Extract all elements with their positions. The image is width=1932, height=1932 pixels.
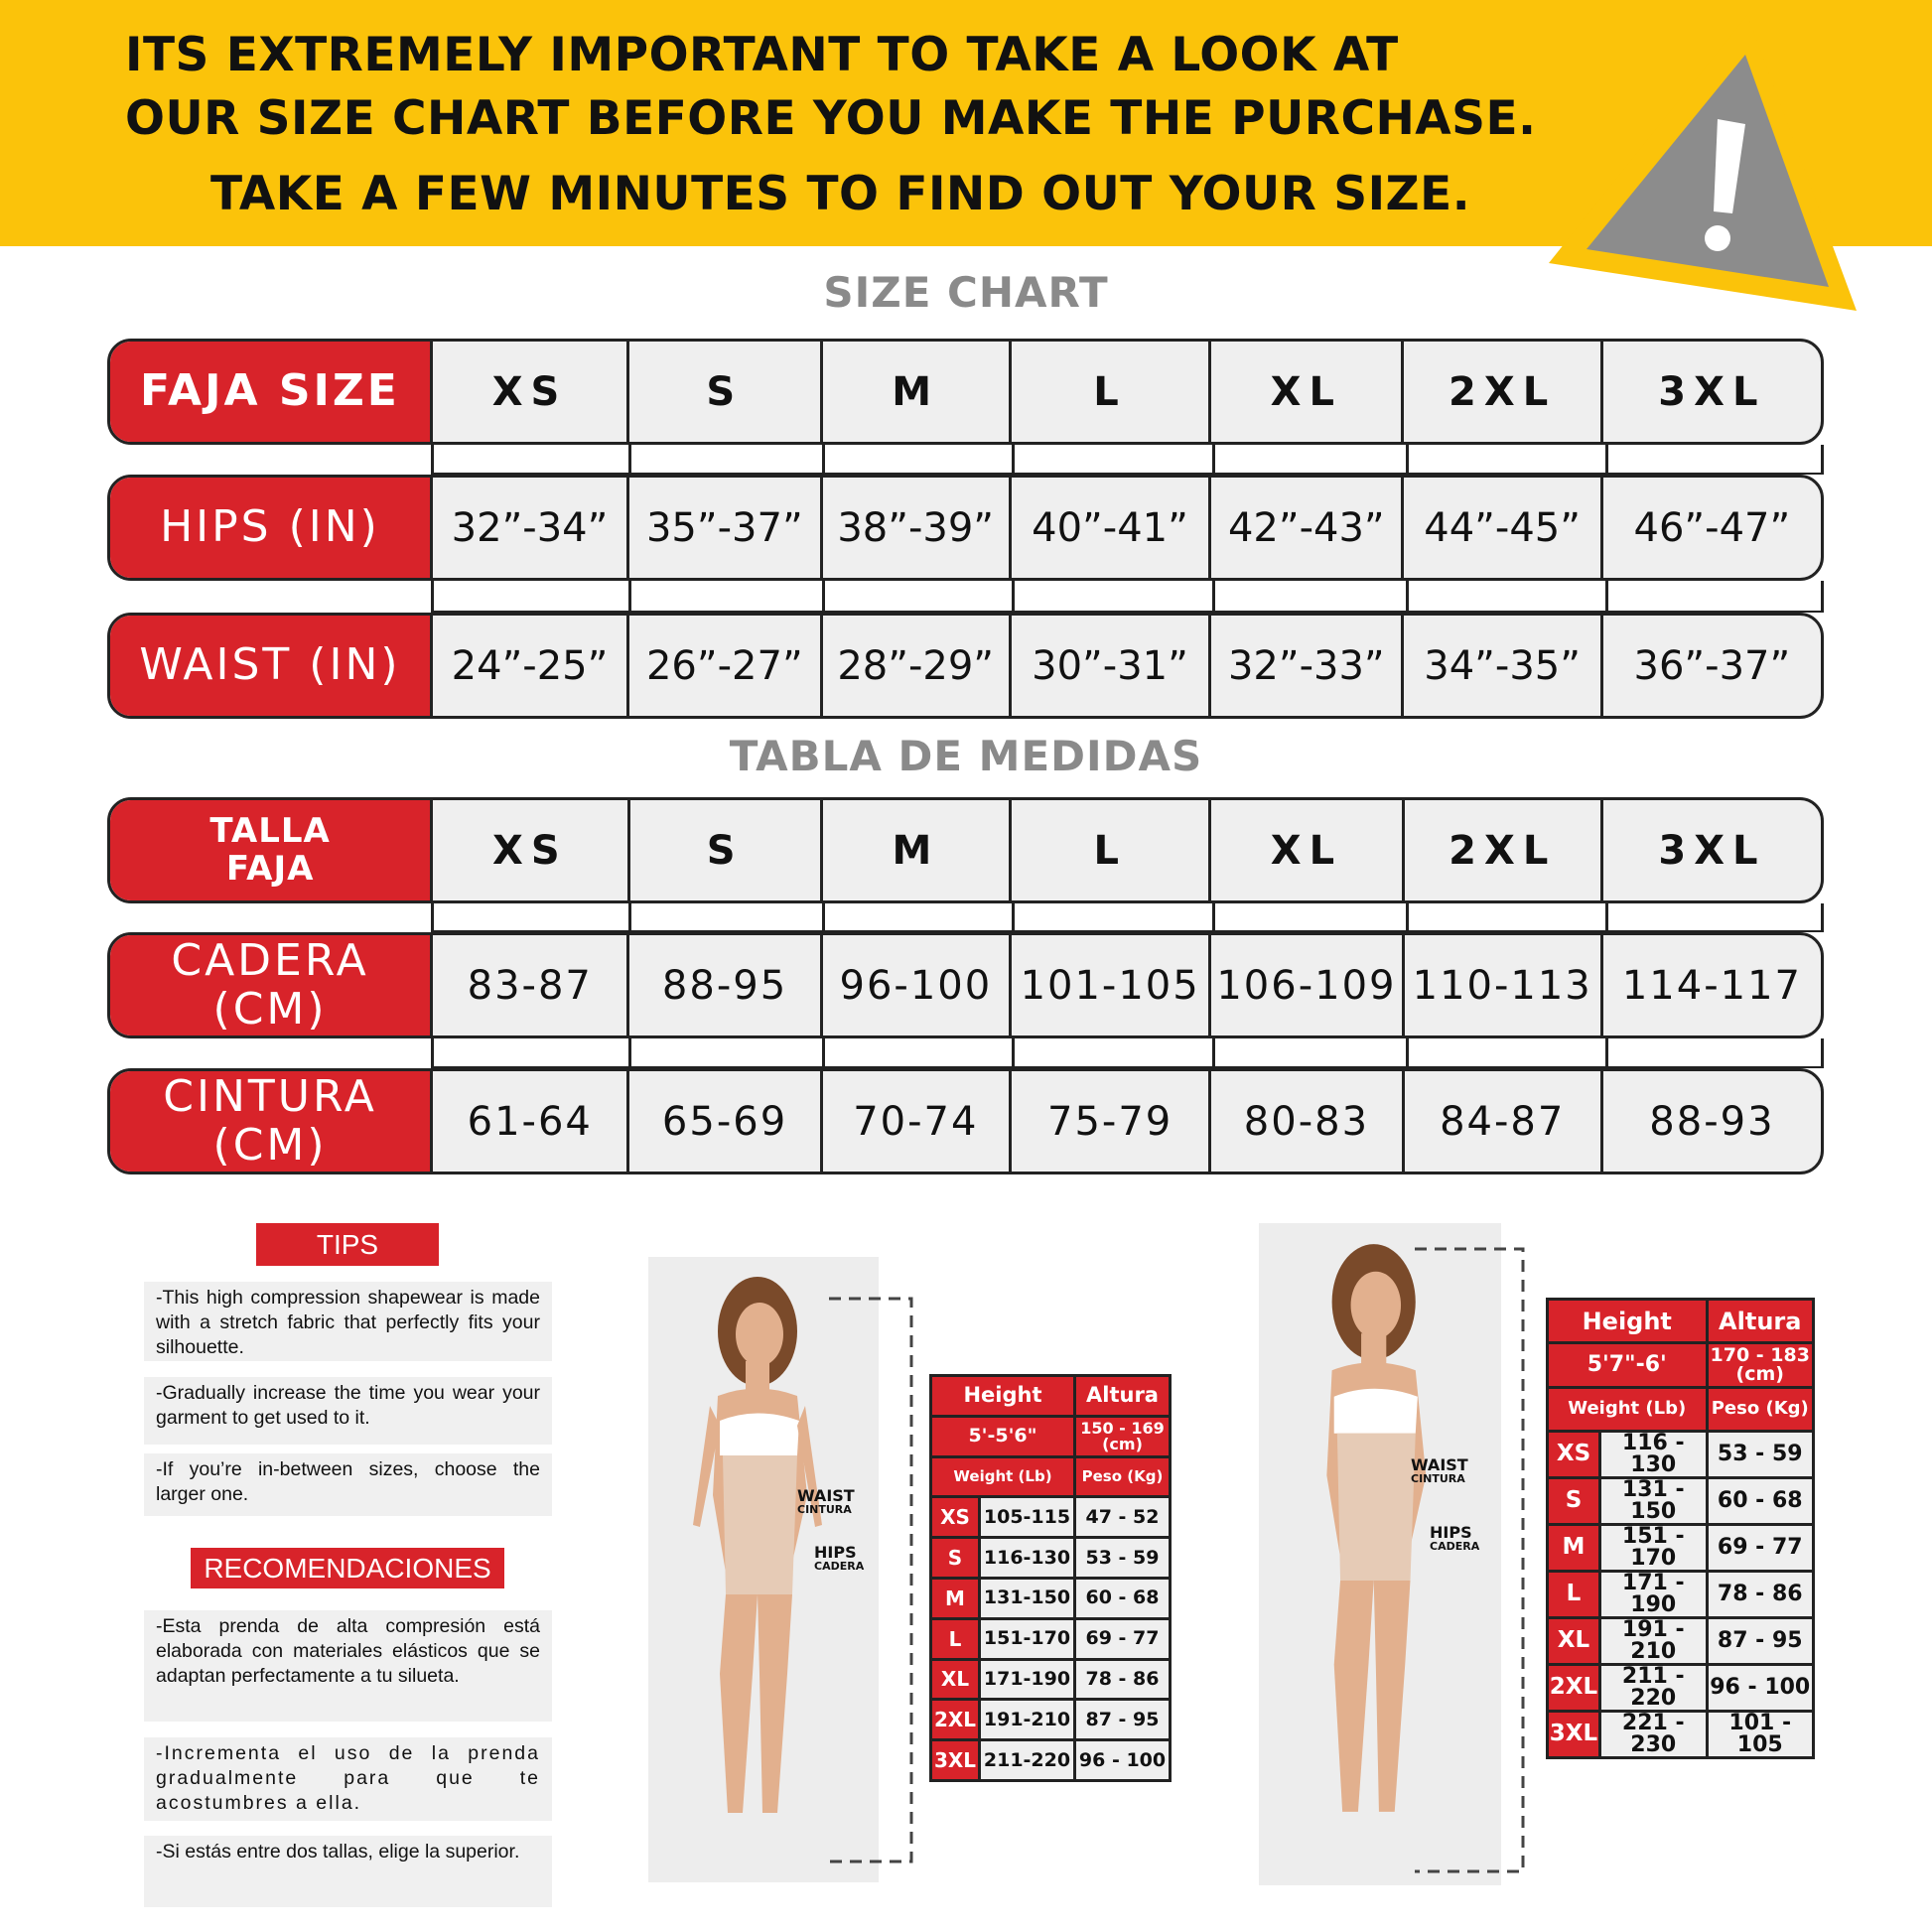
size-label: L: [1549, 1573, 1598, 1616]
spacer-cell: [1212, 903, 1406, 930]
size-cell: 65-69: [629, 1071, 822, 1172]
size-cell: 35”-37”: [629, 478, 822, 578]
weight-value: 211-220: [981, 1741, 1073, 1779]
size-cell: S: [630, 800, 823, 900]
weight-value: 151-170: [981, 1620, 1073, 1658]
size-cell: 3XL: [1658, 368, 1766, 415]
size-cell: 2XL: [1405, 800, 1603, 900]
row-label: FAJA SIZE: [110, 342, 433, 442]
height-value: 5'7"-6': [1549, 1344, 1706, 1385]
row-label: HIPS (IN): [110, 478, 433, 578]
peso-header: Peso (Kg): [1709, 1389, 1813, 1430]
weight-table: [1546, 1298, 1815, 1759]
spacer-cell: [1605, 445, 1824, 473]
spacer-cell: [628, 445, 822, 473]
hips-label: HIPS CADERA: [1430, 1523, 1480, 1553]
size-cell: 101-105: [1012, 935, 1211, 1035]
spacer-cell: [822, 445, 1012, 473]
size-cell: M: [823, 342, 1012, 442]
peso-value: 87 - 95: [1709, 1619, 1813, 1663]
size-cell: 32”-34”: [433, 478, 629, 578]
banner-line: OUR SIZE CHART BEFORE YOU MAKE THE PURCHASE.: [125, 91, 1537, 146]
size-cell: 114-117: [1621, 962, 1802, 1009]
tabla-row: [107, 932, 1824, 1038]
weight-value: 191 - 210: [1601, 1619, 1706, 1663]
spacer-cell: [431, 1038, 628, 1066]
peso-value: 69 - 77: [1076, 1620, 1169, 1658]
size-label: S: [1549, 1479, 1598, 1523]
peso-value: 47 - 52: [1076, 1498, 1169, 1536]
peso-value: 96 - 100: [1076, 1741, 1169, 1779]
altura-value: 150 - 169 (cm): [1076, 1418, 1169, 1455]
peso-value: 78 - 86: [1709, 1573, 1813, 1616]
size-cell: 38”-39”: [823, 478, 1012, 578]
size-cell: 84-87: [1405, 1071, 1603, 1172]
size-cell: 70-74: [823, 1071, 1012, 1172]
banner-line: TAKE A FEW MINUTES TO FIND OUT YOUR SIZE.: [210, 167, 1471, 221]
spacer-cell: [1212, 581, 1406, 611]
peso-value: 53 - 59: [1076, 1539, 1169, 1577]
measure-dashed-line: [1410, 1241, 1529, 1876]
size-cell: XL: [1211, 342, 1404, 442]
peso-value: 87 - 95: [1076, 1701, 1169, 1738]
size-cell: 83-87: [433, 935, 629, 1035]
size-cell: 32”-33”: [1211, 616, 1404, 716]
size-cell: 2XL: [1404, 342, 1602, 442]
spacer-cell: [1406, 1038, 1605, 1066]
peso-value: 101 - 105: [1709, 1713, 1813, 1756]
size-cell: 110-113: [1405, 935, 1603, 1035]
spacer-cell: [628, 1038, 822, 1066]
waist-label: WAIST CINTURA: [797, 1486, 855, 1516]
recomendacion-item: -Incrementa el uso de la prenda gradualmente para que te acostumbres a ella.: [144, 1737, 552, 1821]
spacer-cell: [1012, 445, 1212, 473]
size-cell: 30”-31”: [1012, 616, 1211, 716]
size-cell: 80-83: [1211, 1071, 1404, 1172]
spacer-cell: [822, 903, 1012, 930]
size-cell: 88-93: [1649, 1098, 1775, 1145]
peso-value: 69 - 77: [1709, 1526, 1813, 1570]
weight-value: 131-150: [981, 1580, 1073, 1617]
size-cell: 96-100: [823, 935, 1012, 1035]
spacer-cell: [1212, 1038, 1406, 1066]
row-label: CINTURA (CM): [110, 1071, 433, 1172]
tabla-title: TABLA DE MEDIDAS: [729, 732, 1203, 780]
size-cell: L: [1012, 342, 1211, 442]
size-cell: 106-109: [1211, 935, 1404, 1035]
size-cell: 36”-37”: [1633, 642, 1791, 689]
weight-header: Weight (Lb): [1549, 1389, 1706, 1430]
spacer-cell: [1605, 581, 1824, 611]
spacer-cell: [431, 445, 628, 473]
altura-header: Altura: [1076, 1377, 1169, 1415]
spacer-cell: [1605, 903, 1824, 930]
size-label: S: [932, 1539, 978, 1577]
size-label: M: [1549, 1526, 1598, 1570]
size-label: 3XL: [1549, 1713, 1598, 1756]
size-label: XL: [1549, 1619, 1598, 1663]
recomendacion-item: -Si estás entre dos tallas, elige la superior.: [144, 1836, 552, 1907]
spacer-cell: [1212, 445, 1406, 473]
size-cell: M: [823, 800, 1012, 900]
height-header: Height: [1549, 1301, 1706, 1341]
size-cell: 42”-43”: [1211, 478, 1404, 578]
size_chart-row: [107, 339, 1824, 445]
weight-value: 116 - 130: [1601, 1433, 1706, 1476]
spacer-cell: [431, 903, 628, 930]
weight-value: 171-190: [981, 1661, 1073, 1699]
size-cell: 75-79: [1012, 1071, 1211, 1172]
tip-item: -This high compression shapewear is made with a stretch fabric that perfectly fits your silhouette.: [144, 1282, 552, 1361]
size-label: 2XL: [1549, 1666, 1598, 1710]
spacer-cell: [1406, 445, 1605, 473]
weight-header: Weight (Lb): [932, 1458, 1073, 1496]
size-cell: L: [1012, 800, 1211, 900]
weight-value: 221 - 230: [1601, 1713, 1706, 1756]
spacer-cell: [1406, 581, 1605, 611]
size-cell: 24”-25”: [433, 616, 629, 716]
altura-header: Altura: [1709, 1301, 1813, 1341]
row-spacer: [431, 445, 1824, 475]
row-label: CADERA (CM): [110, 935, 433, 1035]
size-cell: XS: [433, 800, 629, 900]
weight-value: 191-210: [981, 1701, 1073, 1738]
weight-value: 131 - 150: [1601, 1479, 1706, 1523]
peso-value: 60 - 68: [1709, 1479, 1813, 1523]
size-label: 2XL: [932, 1701, 978, 1738]
spacer-cell: [822, 581, 1012, 611]
size-label: XS: [1549, 1433, 1598, 1476]
spacer-cell: [1012, 1038, 1212, 1066]
spacer-cell: [822, 1038, 1012, 1066]
weight-value: 151 - 170: [1601, 1526, 1706, 1570]
size-cell: 3XL: [1658, 827, 1766, 874]
size-cell: 34”-35”: [1404, 616, 1602, 716]
size-cell: 46”-47”: [1633, 504, 1791, 551]
row-spacer: [431, 1038, 1824, 1068]
weight-value: 211 - 220: [1601, 1666, 1706, 1710]
row-label: WAIST (IN): [110, 616, 433, 716]
size-label: 3XL: [932, 1741, 978, 1779]
weight-value: 105-115: [981, 1498, 1073, 1536]
size-cell: 44”-45”: [1404, 478, 1602, 578]
banner-line: ITS EXTREMELY IMPORTANT TO TAKE A LOOK AT: [125, 28, 1399, 82]
size_chart-row: [107, 613, 1824, 719]
spacer-cell: [628, 581, 822, 611]
spacer-cell: [1012, 903, 1212, 930]
spacer-cell: [1406, 903, 1605, 930]
tabla-row: [107, 797, 1824, 903]
spacer-cell: [628, 903, 822, 930]
size-cell: XS: [433, 342, 629, 442]
size-cell: 28”-29”: [823, 616, 1012, 716]
weight-value: 116-130: [981, 1539, 1073, 1577]
size-cell: 61-64: [433, 1071, 629, 1172]
size-cell: 88-95: [629, 935, 822, 1035]
row-spacer: [431, 903, 1824, 932]
recomendaciones-heading: RECOMENDACIONES: [191, 1548, 504, 1588]
hips-label: HIPS CADERA: [814, 1543, 865, 1573]
measure-dashed-line: [824, 1291, 913, 1866]
weight-value: 171 - 190: [1601, 1573, 1706, 1616]
altura-value: 170 - 183 (cm): [1709, 1344, 1813, 1385]
size-label: XS: [932, 1498, 978, 1536]
peso-value: 53 - 59: [1709, 1433, 1813, 1476]
size-label: XL: [932, 1661, 978, 1699]
height-value: 5'-5'6": [932, 1418, 1073, 1455]
size-label: M: [932, 1580, 978, 1617]
tabla-row: [107, 1068, 1824, 1174]
size-cell: 40”-41”: [1012, 478, 1211, 578]
spacer-cell: [1012, 581, 1212, 611]
weight-table: [929, 1374, 1172, 1782]
spacer-cell: [431, 581, 628, 611]
size-cell: S: [629, 342, 822, 442]
height-header: Height: [932, 1377, 1073, 1415]
size-label: L: [932, 1620, 978, 1658]
spacer-cell: [1605, 1038, 1824, 1066]
size-cell: 26”-27”: [629, 616, 822, 716]
peso-value: 60 - 68: [1076, 1580, 1169, 1617]
row-spacer: [431, 581, 1824, 613]
tip-item: -Gradually increase the time you wear your garment to get used to it.: [144, 1377, 552, 1445]
waist-label: WAIST CINTURA: [1411, 1455, 1468, 1485]
tip-item: -If you’re in-between sizes, choose the larger one.: [144, 1453, 552, 1516]
tips-heading: TIPS: [256, 1223, 439, 1266]
peso-value: 78 - 86: [1076, 1661, 1169, 1699]
size_chart-row: [107, 475, 1824, 581]
peso-value: 96 - 100: [1709, 1666, 1813, 1710]
row-label: TALLA FAJA: [110, 800, 433, 900]
size-cell: XL: [1211, 800, 1404, 900]
recomendacion-item: -Esta prenda de alta compresión está elaborada con materiales elásticos que se adaptan perfectamente a tu silueta.: [144, 1610, 552, 1722]
peso-header: Peso (Kg): [1076, 1458, 1169, 1496]
size-chart-title: SIZE CHART: [823, 268, 1109, 317]
